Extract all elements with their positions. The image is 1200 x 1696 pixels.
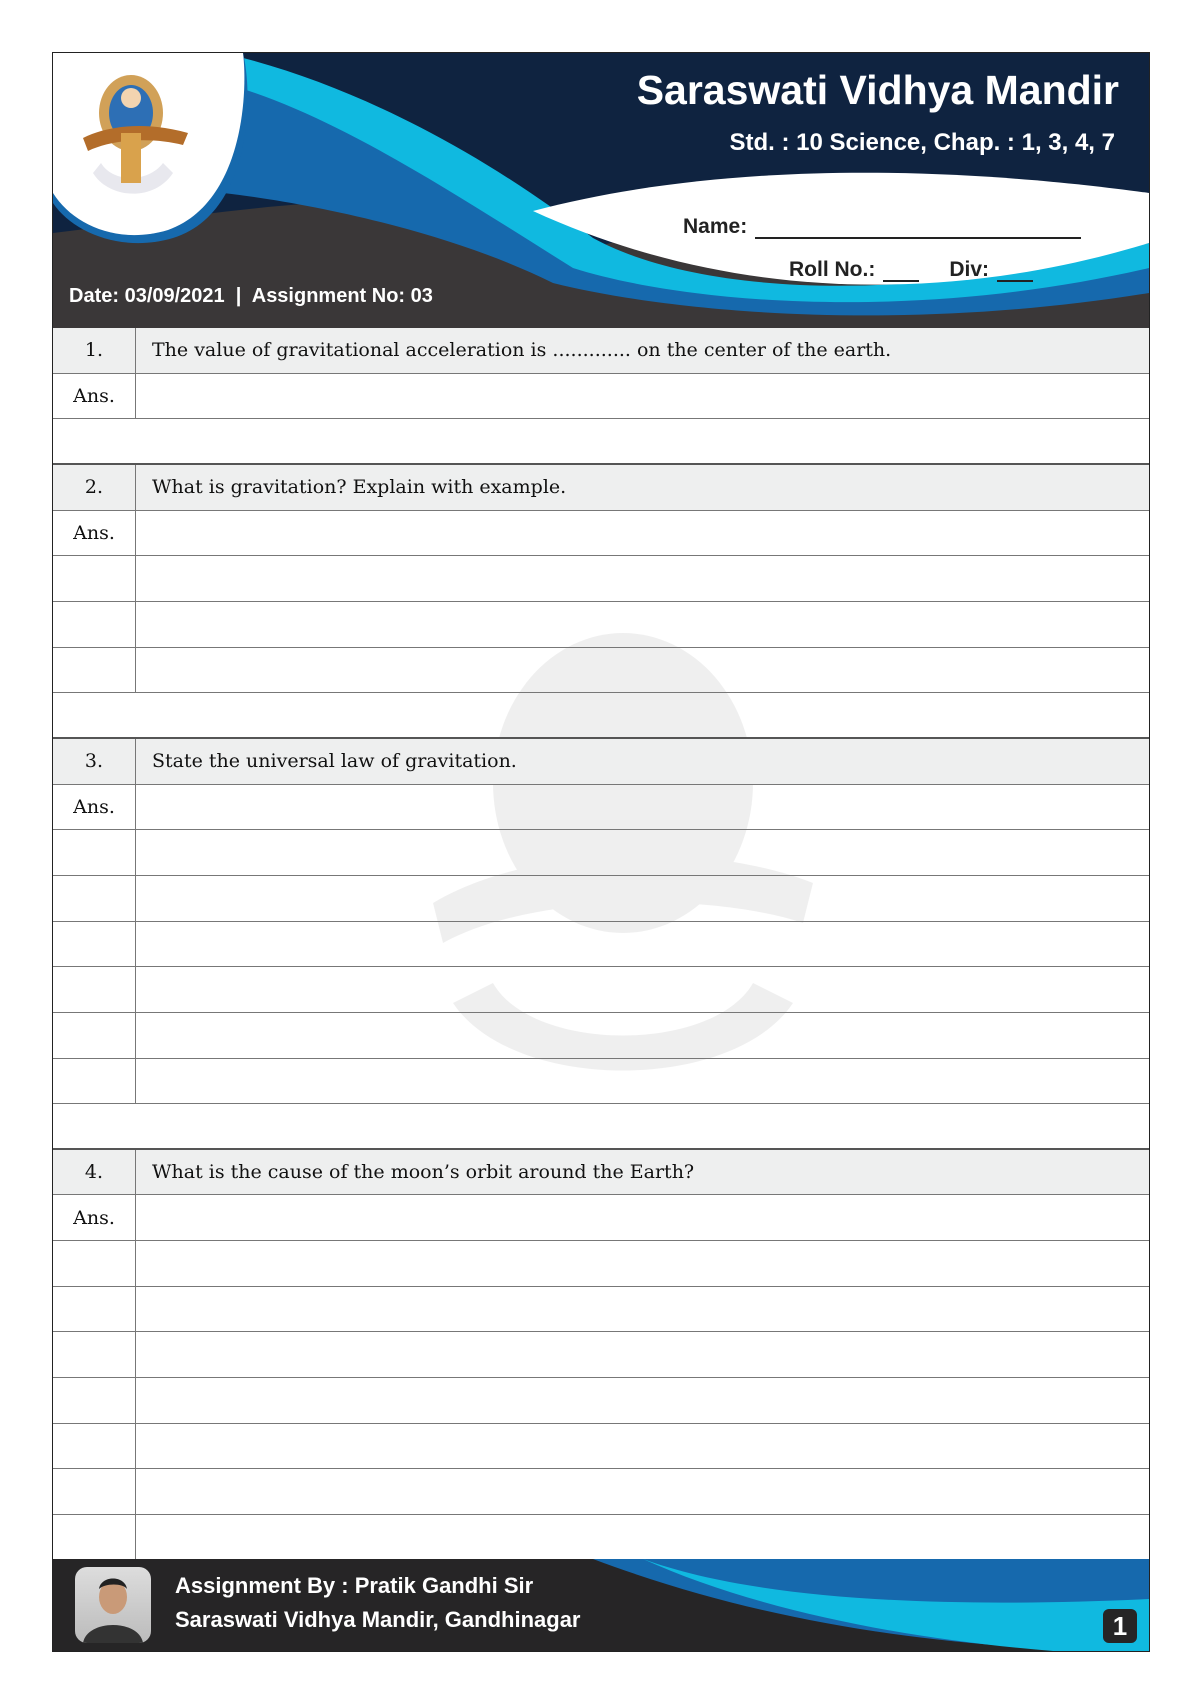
question-number: 3.	[53, 739, 136, 784]
name-blank[interactable]	[755, 237, 1081, 239]
answer-row	[53, 1378, 1149, 1424]
answer-margin	[53, 830, 136, 875]
answer-row	[53, 967, 1149, 1013]
answer-line[interactable]	[136, 1378, 1149, 1423]
answer-margin	[53, 876, 136, 921]
answer-margin	[53, 1424, 136, 1469]
answer-margin	[53, 1013, 136, 1058]
school-title: Saraswati Vidhya Mandir	[636, 67, 1119, 113]
answer-margin	[53, 556, 136, 601]
answer-row	[53, 830, 1149, 876]
answer-line[interactable]	[136, 374, 1149, 419]
question-number: 4.	[53, 1150, 136, 1195]
roll-blank[interactable]	[883, 280, 919, 282]
answer-row	[53, 1241, 1149, 1287]
answer-line[interactable]	[136, 1287, 1149, 1332]
name-field[interactable]	[683, 215, 1081, 239]
header-banner	[53, 53, 1149, 328]
name-label: Name:	[683, 215, 748, 238]
answer-row	[53, 1332, 1149, 1378]
answer-line[interactable]	[136, 556, 1149, 601]
answer-line[interactable]	[136, 830, 1149, 875]
answer-margin	[53, 602, 136, 647]
answer-line[interactable]	[136, 1469, 1149, 1514]
answer-label: Ans.	[53, 511, 136, 556]
answer-margin	[53, 922, 136, 967]
page-number: 1	[1103, 1609, 1137, 1643]
answer-label: Ans.	[53, 785, 136, 830]
answer-row	[53, 602, 1149, 648]
question-text: The value of gravitational acceleration is ............. on the center of the earth.	[152, 339, 892, 362]
answer-row	[53, 922, 1149, 968]
question-row	[53, 328, 1149, 374]
date-assignment-no: Date: 03/09/2021 | Assignment No: 03	[69, 285, 433, 307]
answer-line[interactable]	[136, 967, 1149, 1012]
answer-margin	[53, 1515, 136, 1560]
school-location: Saraswati Vidhya Mandir, Gandhinagar	[175, 1607, 581, 1632]
answer-margin	[53, 1378, 136, 1423]
answer-line[interactable]	[136, 785, 1149, 830]
question-row	[53, 739, 1149, 785]
answer-line[interactable]	[136, 1241, 1149, 1286]
answer-line[interactable]	[136, 1013, 1149, 1058]
footer-banner	[53, 1559, 1149, 1651]
answer-line[interactable]	[136, 511, 1149, 556]
question-text: What is the cause of the moon’s orbit around the Earth?	[152, 1161, 695, 1184]
answer-line[interactable]	[136, 602, 1149, 647]
answer-margin	[53, 648, 136, 693]
answer-row	[53, 1059, 1149, 1105]
spacer-row	[53, 419, 1149, 465]
question-row	[53, 465, 1149, 511]
standard-chapter-info: Std. : 10 Science, Chap. : 1, 3, 4, 7	[729, 129, 1115, 156]
answer-label: Ans.	[53, 374, 136, 419]
roll-div-fields	[789, 258, 1033, 282]
answer-line[interactable]	[136, 1332, 1149, 1377]
answer-margin	[53, 1241, 136, 1286]
assignment-sheet	[52, 52, 1150, 1652]
assignment-by: Assignment By : Pratik Gandhi Sir	[175, 1573, 534, 1598]
answer-row	[53, 876, 1149, 922]
question-row	[53, 1150, 1149, 1196]
spacer-row	[53, 1104, 1149, 1150]
answer-row	[53, 556, 1149, 602]
answer-line[interactable]	[136, 922, 1149, 967]
answer-line[interactable]	[136, 1424, 1149, 1469]
question-number: 1.	[53, 328, 136, 373]
answer-row	[53, 1424, 1149, 1470]
answer-row	[53, 1287, 1149, 1333]
answer-margin	[53, 1059, 136, 1104]
teacher-avatar	[75, 1567, 151, 1643]
answer-margin	[53, 967, 136, 1012]
answer-line[interactable]	[136, 1195, 1149, 1240]
answer-row	[53, 1013, 1149, 1059]
answer-row	[53, 1515, 1149, 1561]
div-label: Div:	[949, 258, 990, 281]
answer-row	[53, 511, 1149, 557]
answer-row	[53, 1195, 1149, 1241]
roll-label: Roll No.:	[789, 258, 876, 281]
answer-row	[53, 648, 1149, 694]
question-number: 2.	[53, 465, 136, 510]
answer-margin	[53, 1332, 136, 1377]
answer-row	[53, 1469, 1149, 1515]
answer-row	[53, 374, 1149, 420]
answer-margin	[53, 1469, 136, 1514]
question-answer-table	[53, 328, 1149, 1561]
answer-line[interactable]	[136, 1515, 1149, 1560]
question-text: What is gravitation? Explain with example.	[152, 476, 567, 499]
answer-margin	[53, 1287, 136, 1332]
answer-line[interactable]	[136, 1059, 1149, 1104]
answer-label: Ans.	[53, 1195, 136, 1240]
question-text: State the universal law of gravitation.	[152, 750, 517, 773]
div-blank[interactable]	[997, 280, 1033, 282]
answer-line[interactable]	[136, 876, 1149, 921]
answer-line[interactable]	[136, 648, 1149, 693]
spacer-row	[53, 693, 1149, 739]
answer-row	[53, 785, 1149, 831]
